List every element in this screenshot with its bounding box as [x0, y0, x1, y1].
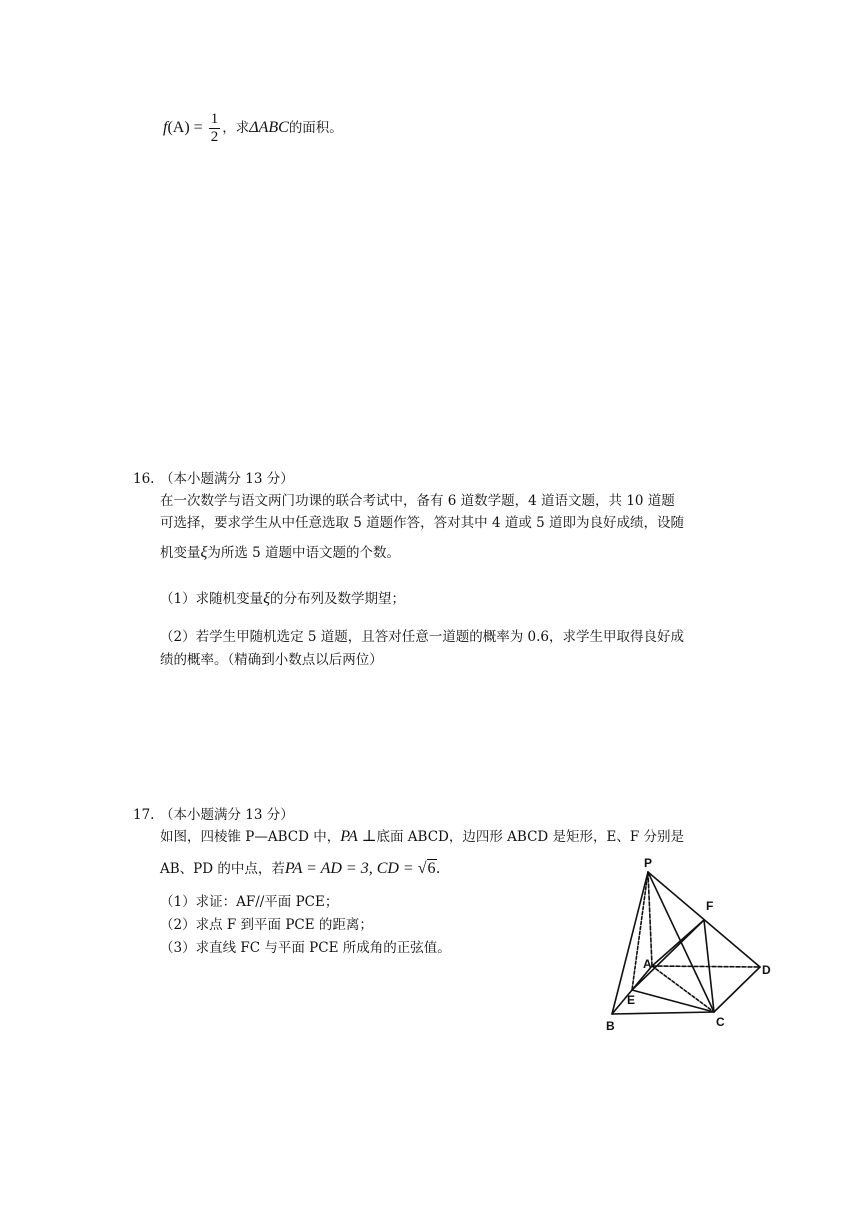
edge-BC [612, 1012, 714, 1014]
segment-EF [632, 920, 704, 990]
segment-EC [632, 990, 714, 1012]
label-A: A [643, 957, 652, 971]
q17-line2-start: AB、PD 的中点，若 [160, 861, 285, 877]
edge-PA [648, 872, 652, 966]
q15-text-end: 的面积。 [288, 120, 343, 136]
fraction-numerator: 1 [210, 111, 219, 127]
q17-part3: （3）求直线 FC 与平面 PCE 所成角的正弦值。 [160, 940, 451, 956]
q16-part1-end: 的分布列及数学期望； [269, 591, 405, 607]
segment-AC [652, 966, 714, 1012]
q17-part1: （1）求证：AF//平面 PCE； [160, 894, 339, 910]
function-f: f [163, 119, 168, 136]
pyramid-figure [590, 852, 790, 1042]
sqrt-six: √6 [417, 860, 436, 877]
q17-number: 17. [133, 807, 155, 823]
q16-part2-line1: （2）若学生甲随机选定 5 道题，且答对任意一道题的概率为 0.6，求学生甲取得良好成 [160, 629, 685, 645]
segment-PE [632, 872, 648, 990]
equals-sign: = [189, 119, 207, 136]
q16-part2-line2: 绩的概率。（精确到小数点以后两位） [160, 652, 383, 668]
q16-header: （本小题满分 13 分） [160, 471, 294, 487]
q17-condition-end: . [436, 860, 441, 877]
q16-line3-start: 机变量 [160, 545, 201, 561]
edge-CD [714, 967, 760, 1012]
q16-part1 [160, 590, 405, 608]
q16-line2: 可选择，要求学生从中任意选取 5 道题作答，答对其中 4 道或 5 道即为良好成绩，设随 [160, 515, 685, 531]
xi-symbol: ξ [200, 544, 208, 561]
label-D: D [762, 963, 771, 977]
fraction-denominator: 2 [210, 129, 219, 145]
edge-AD [652, 966, 760, 967]
label-B: B [606, 1019, 615, 1033]
q16-number: 16. [133, 471, 155, 487]
q17-line1 [160, 828, 684, 846]
fraction-one-half [209, 111, 221, 146]
q16-part1-start: （1）求随机变量 [160, 591, 264, 607]
function-arg: (A) [167, 119, 190, 136]
label-P: P [644, 856, 653, 870]
pa-perpendicular: PA ⊥ [340, 828, 377, 845]
q16-line3 [160, 544, 400, 562]
q17-line2 [160, 860, 441, 878]
q15-condition-line [163, 108, 343, 148]
q17-line1-end: 底面 ABCD，边四形 ABCD 是矩形，E、F 分别是 [376, 829, 685, 845]
q16-line1: 在一次数学与语文两门功课的联合考试中，备有 6 道数学题，4 道语文题，共 10 道题 [160, 493, 675, 509]
label-C: C [716, 1015, 725, 1029]
q17-part2: （2）求点 F 到平面 PCE 的距离； [160, 917, 373, 933]
label-E: E [627, 993, 636, 1007]
q17-header: （本小题满分 13 分） [160, 807, 294, 823]
q17-condition: PA = AD = 3, CD = [284, 860, 418, 877]
triangle-abc: ΔABC [249, 119, 289, 136]
xi-symbol: ξ [263, 590, 270, 607]
q16-line3-end: 为所选 5 道题中语文题的个数。 [207, 545, 401, 561]
q15-text-ask: ，求 [222, 120, 250, 136]
q17-line1-start: 如图，四棱锥 P—ABCD 中， [160, 829, 341, 845]
label-F: F [706, 899, 714, 913]
sqrt-radicand: 6 [427, 860, 436, 877]
